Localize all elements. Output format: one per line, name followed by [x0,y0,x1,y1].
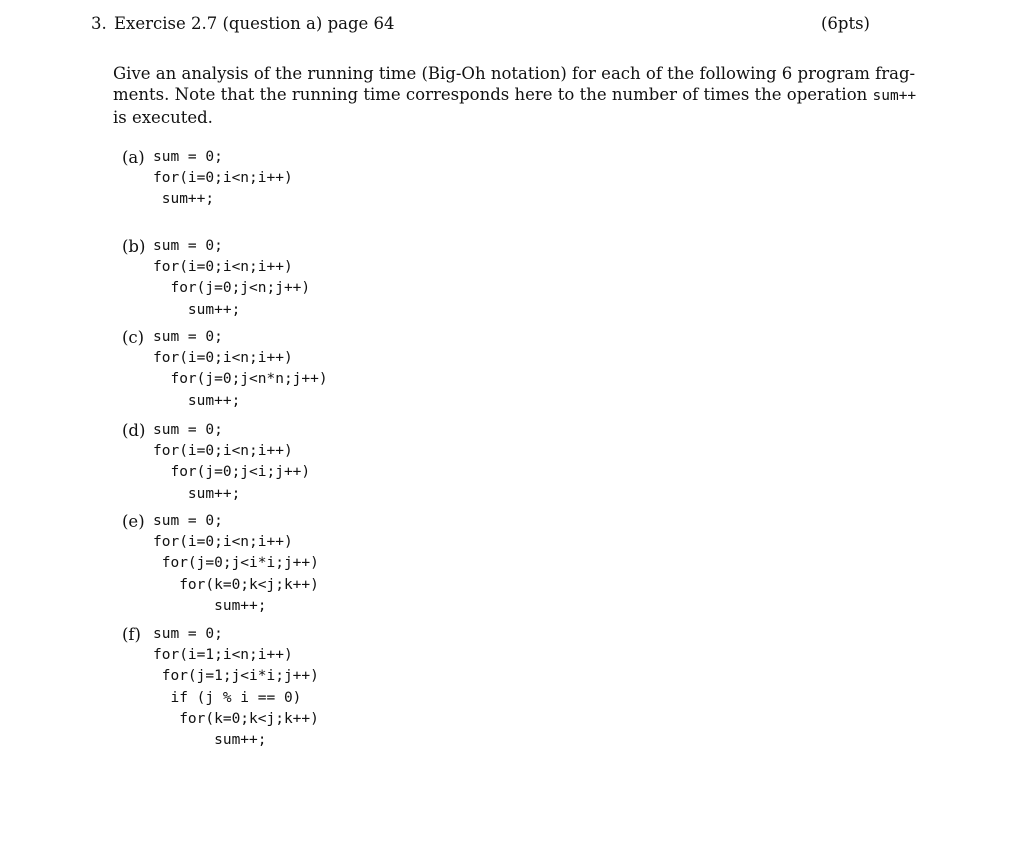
fragment-label: (e) [122,512,145,531]
inline-code-sum: sum++ [872,88,917,104]
intro-line-3: is executed. [113,108,213,127]
code-line: sum = 0; [153,513,223,529]
code-line: for(i=0;i<n;i++) [153,534,293,551]
code-line: sum = 0; [153,149,223,165]
code-line: for(i=0;i<n;i++) [153,170,293,187]
code-line: sum++; [153,485,241,502]
code-block [153,147,293,211]
code-line: for(k=0;k<j;k++) [153,576,319,593]
code-block [153,624,319,751]
intro-paragraph [113,63,917,128]
code-line: for(j=0;j<i*i;j++) [153,555,319,572]
fragment-label: (c) [122,328,145,347]
intro-line-1: Give an analysis of the running time (Big-Oh notation) for each of the following 6 program frag- [113,64,916,83]
code-block [153,236,310,321]
code-line: for(j=0;j<n*n;j++) [153,371,328,388]
code-line: sum++; [153,597,267,614]
code-line: sum++; [153,392,241,409]
intro-line-2 [113,84,917,107]
code-block [153,511,319,617]
code-line: for(i=0;i<n;i++) [153,259,293,276]
fragment-label: (f) [122,625,141,644]
code-line: for(j=0;j<i;j++) [153,464,311,481]
code-line: for(j=1;j<i*i;j++) [153,668,319,685]
code-line: sum = 0; [153,238,223,254]
code-block [153,420,310,505]
question-title: Exercise 2.7 (question a) page 64 [114,14,395,33]
fragment-label: (d) [122,421,146,440]
code-line: for(j=0;j<n;j++) [153,280,311,297]
code-block [153,327,328,412]
code-line: for(i=0;i<n;i++) [153,443,293,460]
code-line: sum++; [153,191,215,208]
fragment-label: (b) [122,237,146,256]
code-line: for(i=0;i<n;i++) [153,350,293,367]
code-line: sum++; [153,301,241,318]
fragment-label: (a) [122,148,145,167]
code-line: sum++; [153,732,267,749]
question-number: 3. [91,14,107,33]
intro-line-2-text: ments. Note that the running time corresponds here to the number of times the operation [113,85,868,104]
code-line: sum = 0; [153,422,223,438]
code-line: sum = 0; [153,626,223,642]
code-line: for(k=0;k<j;k++) [153,710,319,727]
code-line: if (j % i == 0) [153,689,302,706]
code-line: for(i=1;i<n;i++) [153,647,293,664]
code-line: sum = 0; [153,329,223,345]
question-points: (6pts) [820,14,870,33]
